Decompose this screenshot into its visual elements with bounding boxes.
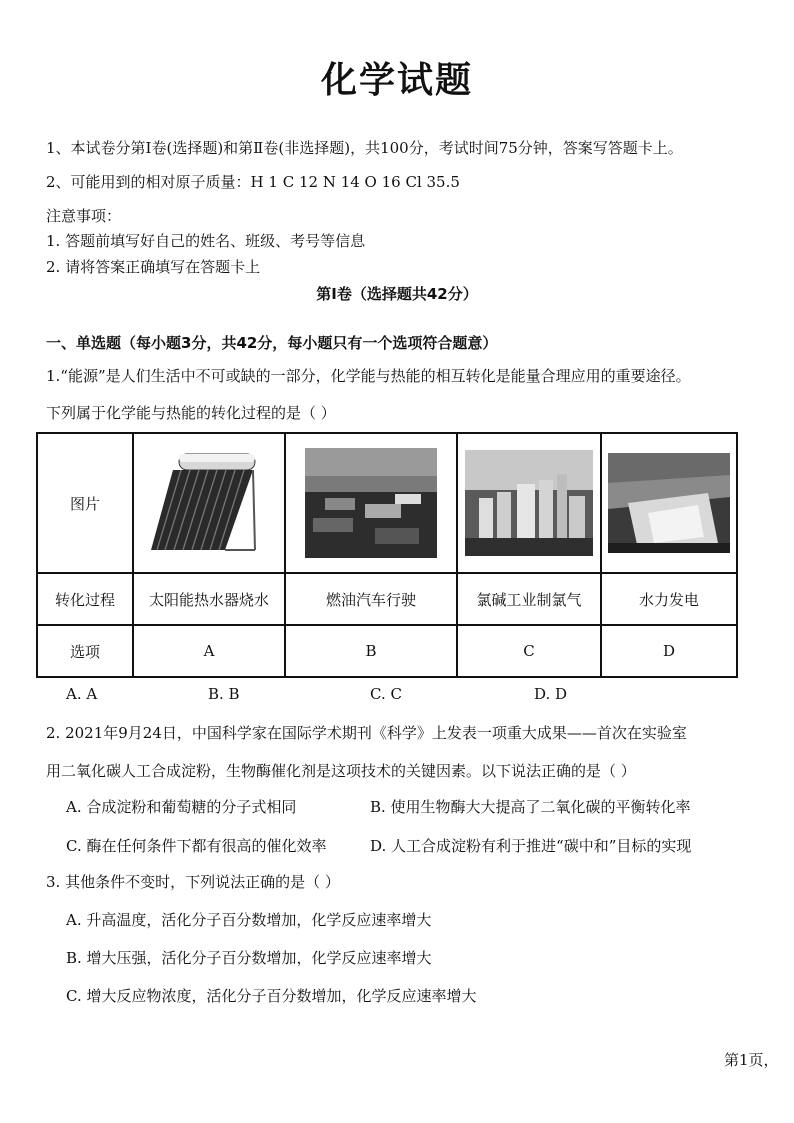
page-title: 化学试题 <box>320 60 473 101</box>
part-heading: 一、单选题（每小题3分，共42分，每小题只有一个选项符合题意） <box>46 334 498 352</box>
notes-heading: 注意事项： <box>46 207 122 225</box>
process-cell: 燃油汽车行驶 <box>285 573 457 625</box>
note-item: 1. 答题前填写好自己的姓名、班级、考号等信息 <box>46 232 366 250</box>
option-cell: D <box>601 625 737 677</box>
option-cell: C <box>457 625 601 677</box>
option-cell: B <box>285 625 457 677</box>
question-2-choice-a: A. 合成淀粉和葡萄糖的分子式相同 <box>66 798 297 816</box>
question-2-choice-c: C. 酶在任何条件下都有很高的催化效率 <box>66 837 327 855</box>
question-1-stem: 1.“能源”是人们生活中不可或缺的一部分，化学能与热能的相互转化是能量合理应用的重要途径。 <box>46 367 691 385</box>
option-cell: A <box>133 625 285 677</box>
row-label-option: 选项 <box>37 625 133 677</box>
solar-water-heater-image <box>133 433 285 573</box>
question-1-choice-a: A. A <box>66 685 98 703</box>
question-2-choice-b: B. 使用生物酶大大提高了二氧化碳的平衡转化率 <box>370 798 691 816</box>
question-2-choice-d: D. 人工合成淀粉有利于推进“碳中和”目标的实现 <box>370 837 692 855</box>
question-1-choice-d: D. D <box>534 685 568 703</box>
note-item: 2. 请将答案正确填写在答题卡上 <box>46 258 261 276</box>
question-3-choice-a: A. 升高温度，活化分子百分数增加，化学反应速率增大 <box>66 911 432 929</box>
process-cell: 太阳能热水器烧水 <box>133 573 285 625</box>
process-cell: 水力发电 <box>601 573 737 625</box>
question-2-stem-2: 用二氧化碳人工合成淀粉，生物酶催化剂是这项技术的关键因素。以下说法正确的是（ ） <box>46 762 636 780</box>
process-cell: 氯碱工业制氯气 <box>457 573 601 625</box>
question-2-stem: 2. 2021年9月24日，中国科学家在国际学术期刊《科学》上发表一项重大成果——首次在实验室 <box>46 724 687 742</box>
intro-line-1: 1、本试卷分第Ⅰ卷(选择题)和第Ⅱ卷(非选择题)，共100分，考试时间75分钟，答案写答题卡上。 <box>46 139 683 157</box>
page-number: 第1页， <box>724 1051 779 1069</box>
question-1-table <box>36 432 738 678</box>
question-1-stem-2: 下列属于化学能与热能的转化过程的是（ ） <box>46 404 336 422</box>
hydropower-dam-image <box>601 433 737 573</box>
question-1-choice-c: C. C <box>370 685 402 703</box>
chlor-alkali-plant-image <box>457 433 601 573</box>
question-3-choice-c: C. 增大反应物浓度，活化分子百分数增加，化学反应速率增大 <box>66 987 477 1005</box>
intro-line-2: 2、可能用到的相对原子质量：H 1 C 12 N 14 O 16 Cl 35.5 <box>46 173 460 191</box>
question-1-choice-b: B. B <box>208 685 240 703</box>
cars-driving-image <box>285 433 457 573</box>
question-3-choice-b: B. 增大压强，活化分子百分数增加，化学反应速率增大 <box>66 949 432 967</box>
row-label-image: 图片 <box>37 433 133 573</box>
row-label-process: 转化过程 <box>37 573 133 625</box>
question-3-stem: 3. 其他条件不变时，下列说法正确的是（ ） <box>46 873 340 891</box>
section-title: 第Ⅰ卷（选择题共42分） <box>316 285 478 303</box>
